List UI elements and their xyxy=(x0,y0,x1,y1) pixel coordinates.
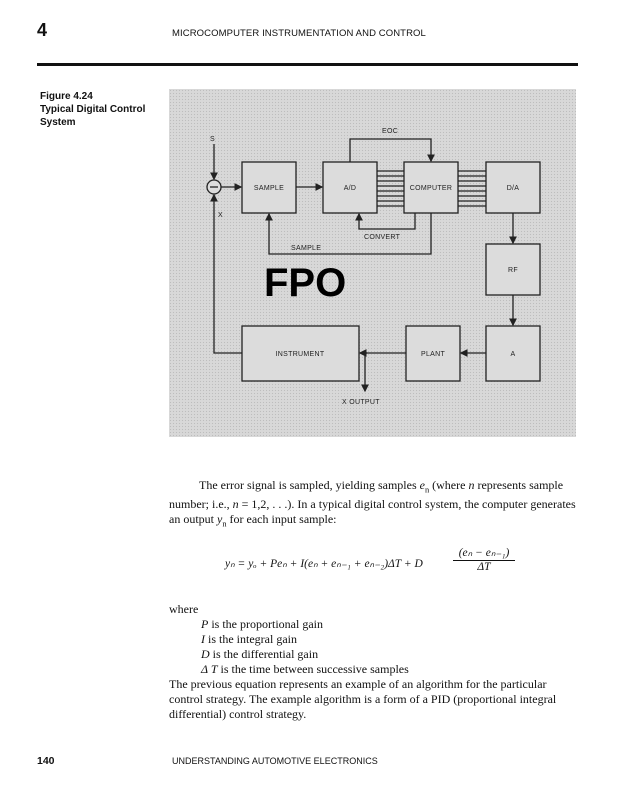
para-text-2: (where xyxy=(429,478,469,492)
convert-line xyxy=(359,213,415,229)
para-text-4: = 1,2, . . .). In a typical digital control system, the computer generates an output xyxy=(169,497,576,527)
para-text-1: The error signal is sampled, yielding samples xyxy=(199,478,420,492)
block-a-label: A xyxy=(510,351,516,358)
label-convert: CONVERT xyxy=(364,234,401,241)
definition-var: Δ T xyxy=(201,662,218,676)
eoc-line xyxy=(350,139,431,162)
figure-title-line2: System xyxy=(40,117,76,128)
label-sample-line: SAMPLE xyxy=(291,245,322,252)
figure-block-diagram xyxy=(169,89,576,437)
running-head: MICROCOMPUTER INSTRUMENTATION AND CONTROL xyxy=(172,28,426,39)
definition-item xyxy=(169,662,581,677)
equation-numerator: (eₙ − eₙ₋₁) xyxy=(453,545,515,561)
para-text-5: for each input sample: xyxy=(226,512,337,527)
closing-paragraph: The previous equation represents an example of an algorithm for the particular control strategy. The example algorithm is a form of a PID (proportional integral differential) control strategy. xyxy=(169,677,557,721)
para-text-3: represents sample number; i.e., xyxy=(169,478,564,512)
page-number: 140 xyxy=(37,755,55,767)
sub-n: n xyxy=(424,485,430,495)
label-x: X xyxy=(218,212,223,219)
block-da-label: D/A xyxy=(506,185,520,192)
definition-text: is the integral gain xyxy=(205,632,297,646)
definition-var: D xyxy=(201,647,210,661)
where-label: where xyxy=(169,602,199,616)
block-ad-label: A/D xyxy=(343,185,357,192)
equation-denominator: ΔT xyxy=(477,561,491,573)
book-title: UNDERSTANDING AUTOMOTIVE ELECTRONICS xyxy=(172,756,378,766)
definition-text: is the time between successive samples xyxy=(217,662,409,676)
definition-text: is the differential gain xyxy=(209,647,319,661)
block-diagram-svg xyxy=(169,89,576,437)
var-n-2: n xyxy=(232,497,239,512)
header-rule xyxy=(37,63,578,66)
block-instrument-label: INSTRUMENT xyxy=(275,351,325,358)
bus-computer-to-da xyxy=(458,171,486,206)
body-paragraph xyxy=(169,478,577,532)
block-computer-label: COMPUTER xyxy=(409,185,453,192)
definition-text: is the proportional gain xyxy=(208,617,323,631)
label-eoc: EOC xyxy=(382,128,399,135)
label-s: S xyxy=(210,136,215,143)
equation-fraction xyxy=(453,545,515,573)
var-e: e xyxy=(419,478,425,492)
label-x-output: X OUTPUT xyxy=(342,399,380,406)
var-n: n xyxy=(468,478,475,492)
block-sample-label: SAMPLE xyxy=(253,185,285,192)
definition-item xyxy=(169,632,581,647)
figure-caption xyxy=(40,90,165,129)
block-rf-label: RF xyxy=(508,267,518,274)
definition-var: I xyxy=(201,632,205,646)
figure-number: Figure 4.24 xyxy=(40,91,93,102)
chapter-number: 4 xyxy=(37,20,48,40)
block-plant-label: PLANT xyxy=(420,351,446,358)
pid-equation xyxy=(225,545,545,581)
definition-item xyxy=(169,617,581,632)
definition-var: P xyxy=(201,617,209,631)
bus-ad-to-computer xyxy=(377,171,404,206)
figure-title-line1: Typical Digital Control xyxy=(40,104,146,115)
fpo-watermark: FPO xyxy=(264,261,347,305)
sub-n-2: n xyxy=(222,519,227,529)
var-y: y xyxy=(217,512,223,527)
definition-item xyxy=(169,647,581,662)
definitions-block xyxy=(169,602,581,722)
equation-main: yₙ = yₒ + Peₙ + I(eₙ + eₙ₋₁ + eₙ₋₂)ΔT + D xyxy=(225,558,423,570)
